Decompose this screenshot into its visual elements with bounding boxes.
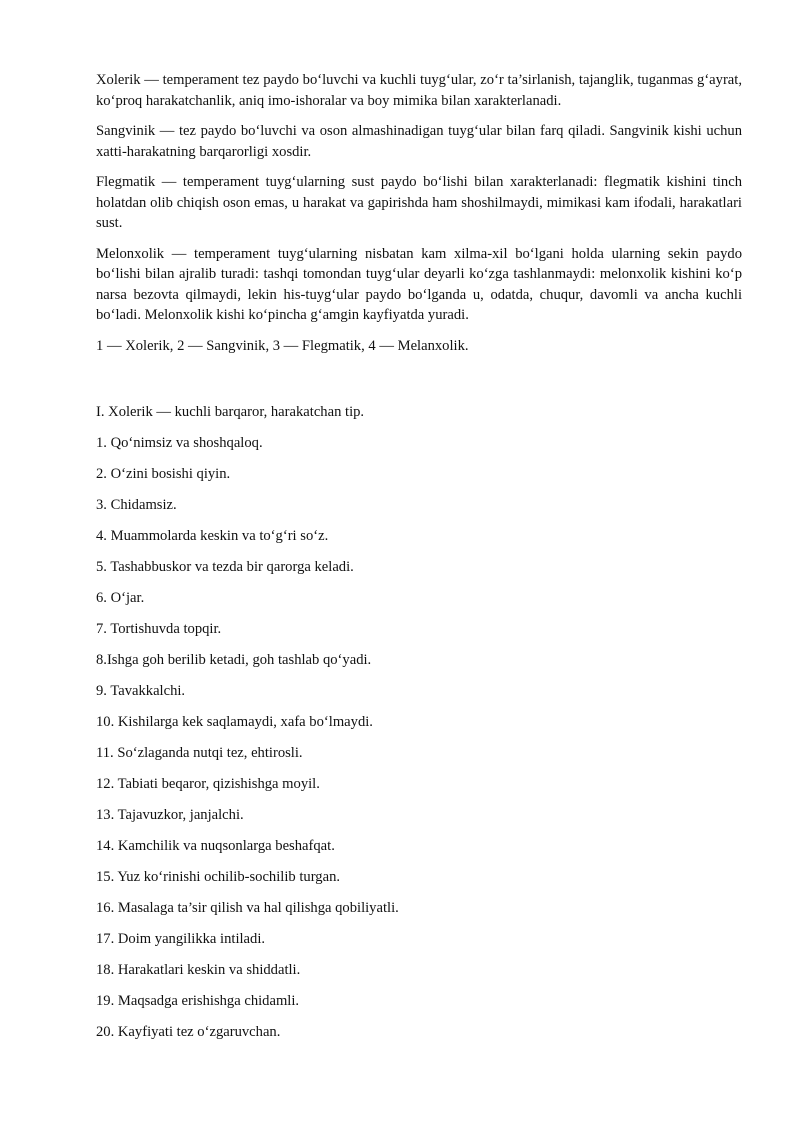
list-item: 11. So‘zlaganda nutqi tez, ehtirosli. xyxy=(96,745,303,761)
list-item: 7. Tortishuvda topqir. xyxy=(96,621,222,637)
list-item: 4. Muammolarda keskin va to‘g‘ri so‘z. xyxy=(96,528,329,544)
document-body xyxy=(96,70,742,356)
list-item: 19. Maqsadga erishishga chidamli. xyxy=(96,993,300,1009)
list-item: 8.Ishga goh berilib ketadi, goh tashlab qo‘yadi. xyxy=(96,652,372,668)
list-item: 1. Qo‘nimsiz va shoshqaloq. xyxy=(96,435,263,451)
list-item: 2. O‘zini bosishi qiyin. xyxy=(96,466,231,482)
trait-list xyxy=(96,402,742,1053)
paragraph-melonxolik: Melonxolik — temperament tuyg‘ularning nisbatan kam xilma-xil bo‘lgani holda ularning sekin paydo bo‘lishi bilan ajralib turadi: tashqi tomondan tuyg‘ular deyarli ko‘zga tashlanmaydi: melonxolik kishini ko‘p narsa bezovta qilmaydi, lekin his-tuyg‘ular paydo bo‘lganda u, odatda, chuqur, davomli va ancha kuchli bo‘ladi. Melonxolik kishi ko‘pincha g‘amgin kayfiyatda yuradi. xyxy=(96,245,742,323)
list-item: 5. Tashabbuskor va tezda bir qarorga keladi. xyxy=(96,559,354,575)
list-item: 10. Kishilarga kek saqlamaydi, xafa bo‘lmaydi. xyxy=(96,714,373,730)
list-item: 3. Chidamsiz. xyxy=(96,497,177,513)
legend-line: 1 — Xolerik, 2 — Sangvinik, 3 — Flegmatik, 4 — Melanxolik. xyxy=(96,337,469,354)
paragraph-xolerik: Xolerik — temperament tez paydo bo‘luvchi va kuchli tuyg‘ular, zo‘r ta’sirlanish, tajanglik, tuganmas g‘ayrat, ko‘proq harakatchanlik, aniq imo-ishoralar va boy mimika bilan xarakterlanadi. xyxy=(96,72,742,109)
paragraph-flegmatik: Flegmatik — temperament tuyg‘ularning sust paydo bo‘lishi bilan xarakterlanadi: flegmatik kishini tinch holatdan olib chiqish oson emas, u harakat va gapirishda ham shoshilmaydi, mimikasi kam ifodali, harakatlari sust. xyxy=(96,174,742,231)
list-item: 14. Kamchilik va nuqsonlarga beshafqat. xyxy=(96,838,335,854)
section-title: I. Xolerik — kuchli barqaror, harakatchan tip. xyxy=(96,404,365,420)
list-item: 13. Tajavuzkor, janjalchi. xyxy=(96,807,244,823)
list-item: 17. Doim yangilikka intiladi. xyxy=(96,931,266,947)
list-item: 9. Tavakkalchi. xyxy=(96,683,186,699)
list-item: 12. Tabiati beqaror, qizishishga moyil. xyxy=(96,776,320,792)
list-item: 16. Masalaga ta’sir qilish va hal qilishga qobiliyatli. xyxy=(96,900,399,916)
list-item: 15. Yuz ko‘rinishi ochilib-sochilib turgan. xyxy=(96,869,341,885)
paragraph-sangvinik: Sangvinik — tez paydo bo‘luvchi va oson almashinadigan tuyg‘ular bilan farq qiladi. Sangvinik kishi uchun xatti-harakatning barqarorligi xosdir. xyxy=(96,123,742,160)
list-item: 20. Kayfiyati tez o‘zgaruvchan. xyxy=(96,1024,281,1040)
list-item: 18. Harakatlari keskin va shiddatli. xyxy=(96,962,301,978)
list-item: 6. O‘jar. xyxy=(96,590,145,606)
